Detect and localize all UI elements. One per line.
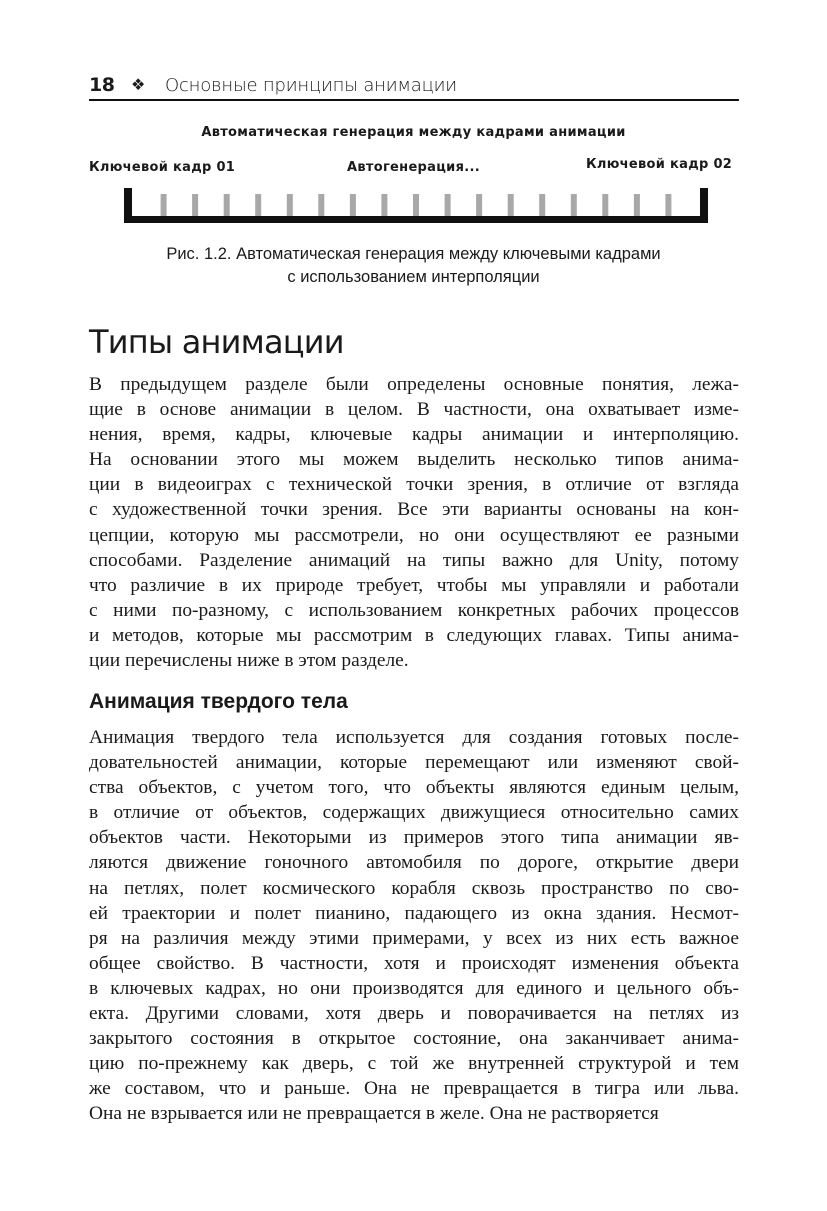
text-line: Она не взрывается или не превращается в желе. Она не растворяется (89, 1103, 659, 1125)
text-line: ря на различия между этими примерами, у всех из них есть важное (89, 927, 739, 949)
text-line: нения, время, кадры, ключевые кадры анимации и интерполяцию. (89, 424, 739, 446)
generated-frame-tick (350, 194, 356, 216)
text-line: способами. Разделение анимаций на типы важно для Unity, потому (89, 549, 739, 571)
text-line: На основании этого мы можем выделить несколько типов анима- (89, 449, 739, 471)
generated-frame-tick (445, 194, 451, 216)
text-line: в отличие от объектов, содержащих движущиеся относительно самих (89, 802, 739, 824)
generated-frame-tick (287, 194, 293, 216)
subsection-heading: Анимация твердого тела (89, 690, 348, 713)
generated-frame-tick (508, 194, 514, 216)
text-line: объектов части. Некоторыми из примеров этого типа анимации яв- (89, 827, 739, 849)
header-rule (89, 99, 739, 101)
text-line: щие в основе анимации в целом. В частности, она охватывает изме- (89, 399, 739, 421)
text-line: ства объектов, с учетом того, что объекты являются единым целым, (89, 777, 739, 799)
autogeneration-label: Автогенерация... (347, 160, 480, 175)
text-line: цию по-прежнему как дверь, с той же внутренней структурой и тем (89, 1053, 739, 1075)
section-paragraph (89, 372, 739, 673)
keyframe-timeline-diagram (124, 188, 708, 224)
generated-frame-ticks (161, 194, 672, 216)
generated-frame-tick (665, 194, 671, 216)
generated-frame-tick (602, 194, 608, 216)
timeline-baseline (124, 216, 708, 223)
generated-frame-tick (192, 194, 198, 216)
generated-frame-tick (318, 194, 324, 216)
figure-caption-line: с использованием интерполяции (287, 268, 540, 286)
figure-caption-line: Рис. 1.2. Автоматическая генерация между ключевыми кадрами (166, 245, 661, 263)
generated-frame-tick (224, 194, 230, 216)
text-line: с ними по-разному, с использованием конкретных рабочих процессов (89, 599, 739, 621)
generated-frame-tick (381, 194, 387, 216)
generated-frame-tick (539, 194, 545, 216)
text-line: довательностей анимации, которые перемещают или изменяют свой- (89, 752, 739, 774)
figure-caption (0, 243, 827, 289)
generated-frame-tick (255, 194, 261, 216)
generated-frame-tick (161, 194, 167, 216)
text-line: же составом, что и раньше. Она не превращается в тигра или льва. (89, 1078, 739, 1100)
generated-frame-tick (571, 194, 577, 216)
text-line: с художественной точки зрения. Все эти варианты основаны на кон- (89, 499, 739, 521)
diamond-ornament-icon: ❖ (131, 75, 146, 94)
running-title: Основные принципы анимации (165, 75, 457, 96)
keyframe-label-start: Ключевой кадр 01 (89, 160, 236, 175)
generated-frame-tick (476, 194, 482, 216)
text-line: в ключевых кадрах, но они производятся для единого и цельного объ- (89, 977, 739, 999)
text-line: цепции, которую мы рассмотрели, но они осуществляют ее разными (89, 524, 739, 546)
section-heading: Типы анимации (89, 323, 344, 361)
figure-title: Автоматическая генерация между кадрами анимации (201, 125, 626, 140)
text-line: общее свойство. В частности, хотя и происходят изменения объекта (89, 952, 739, 974)
text-line: ляются движение гоночного автомобиля по дороге, открытие двери (89, 852, 739, 874)
text-line: закрытого состояния в открытое состояние, она заканчивает анима- (89, 1028, 739, 1050)
text-line: ей траектории и полет пианино, падающего из окна здания. Несмот- (89, 902, 739, 924)
keyframe-label-end: Ключевой кадр 02 (586, 157, 733, 172)
text-line: В предыдущем разделе были определены основные понятия, лежа- (89, 374, 739, 395)
subsection-paragraph (89, 725, 739, 1127)
text-line: что различие в их природе требует, чтобы мы управляли и работали (89, 574, 739, 596)
text-line: екта. Другими словами, хотя дверь и поворачивается на петлях из (89, 1003, 739, 1025)
text-line: и методов, которые мы рассмотрим в следующих главах. Типы анима- (89, 624, 739, 646)
text-line: ции в видеоиграх с технической точки зрения, в отличие от взгляда (89, 474, 739, 496)
keyframe-end-tick (700, 188, 708, 223)
running-header (89, 74, 739, 98)
text-line: Анимация твердого тела используется для создания готовых после- (89, 727, 739, 748)
page-number: 18 (89, 74, 115, 96)
keyframe-start-tick (124, 188, 132, 223)
text-line: на петлях, полет космического корабля сквозь пространство по сво- (89, 877, 739, 899)
text-line: ции перечислены ниже в этом разделе. (89, 650, 409, 672)
generated-frame-tick (413, 194, 419, 216)
generated-frame-tick (634, 194, 640, 216)
